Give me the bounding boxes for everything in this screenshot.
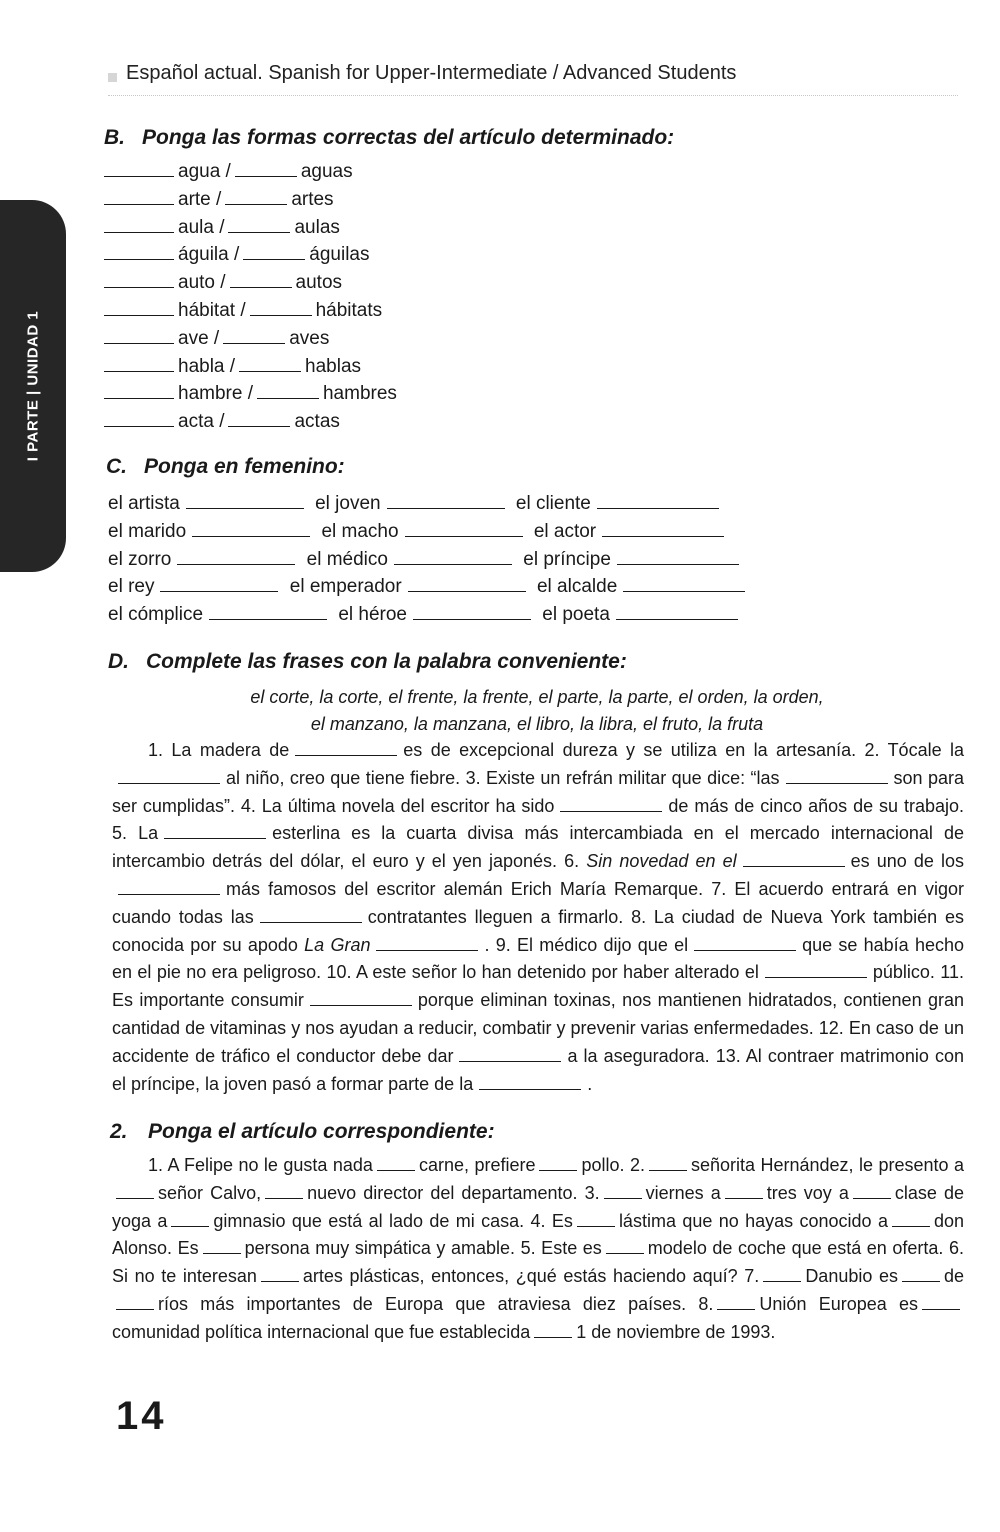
text-run: modelo de coche que está en oferta. 6. Si no te interesan (112, 1238, 965, 1287)
answer-blank[interactable] (387, 491, 505, 509)
list-item (104, 325, 524, 353)
answer-blank[interactable] (413, 602, 531, 620)
text-run: Unión Europea es (759, 1293, 918, 1314)
section-d-title: Complete las frases con la palabra conveniente: (146, 650, 627, 673)
text-run: persona muy simpática y amable. 5. Este es (244, 1238, 602, 1259)
answer-blank[interactable] (560, 795, 662, 812)
answer-blank[interactable] (116, 1182, 154, 1199)
masculine-noun: el alcalde (536, 576, 618, 598)
text-run: clase de yoga a (112, 1182, 964, 1231)
text-run: de más de cinco años de su trabajo. 5. La (112, 795, 964, 844)
word-bank-line: el manzano, la manzana, el libro, la libra, el fruto, la fruta (310, 714, 764, 734)
answer-blank[interactable] (602, 519, 724, 537)
text-run: lástima que no hayas conocido a (618, 1210, 888, 1231)
text-run: . (587, 1073, 593, 1094)
answer-blank[interactable] (228, 214, 290, 233)
answer-blank[interactable] (104, 297, 174, 316)
masculine-noun: el poeta (542, 604, 610, 626)
singular-noun: auto / (178, 272, 226, 294)
answer-blank[interactable] (295, 739, 397, 756)
answer-blank[interactable] (186, 491, 304, 509)
masculine-noun: el marido (108, 520, 187, 542)
answer-blank[interactable] (223, 325, 285, 344)
section-b-heading (104, 126, 674, 150)
answer-blank[interactable] (604, 1182, 642, 1199)
answer-blank[interactable] (922, 1293, 960, 1310)
answer-blank[interactable] (577, 1210, 615, 1227)
answer-blank[interactable] (225, 186, 287, 205)
text-run: don Alonso. Es (112, 1210, 964, 1259)
text-run: es de excepcional dureza y se utiliza en la artesanía. 2. Tócale la (403, 740, 964, 760)
table-row (108, 490, 788, 518)
section-2-heading (110, 1120, 495, 1144)
answer-blank[interactable] (617, 547, 739, 565)
plural-noun: hábitats (315, 299, 383, 321)
text-run: señor Calvo, (158, 1182, 262, 1203)
book-title-italic: Sin novedad en el (586, 851, 737, 872)
text-run: señorita Hernández, le presento a (691, 1155, 965, 1175)
text-run: 1. La madera de (148, 740, 290, 760)
text-run: que se había hecho en el pie no era peligroso. 10. A este señor lo han detenido por haber alterado el (112, 934, 964, 983)
answer-blank[interactable] (104, 408, 174, 427)
answer-blank[interactable] (265, 1182, 303, 1199)
answer-blank[interactable] (376, 934, 478, 951)
answer-blank[interactable] (104, 380, 174, 399)
word-bank (112, 684, 962, 738)
text-run: . 9. El médico dijo que el (484, 934, 689, 955)
answer-blank[interactable] (104, 158, 174, 177)
list-item (104, 353, 524, 381)
plural-noun: aguas (300, 161, 353, 182)
text-run: gimnasio que está al lado de mi casa. 4. Es (213, 1210, 573, 1231)
text-run: ríos más importantes de Europa que atraviesa diez países. 8. (158, 1293, 714, 1314)
answer-blank[interactable] (104, 186, 174, 205)
singular-noun: águila / (178, 244, 240, 266)
text-run: comunidad política internacional que fue establecida (112, 1321, 531, 1342)
text-run: a la aseguradora. 13. Al contraer matrimonio con el príncipe, la joven pasó a formar parte de la (112, 1045, 965, 1094)
answer-blank[interactable] (717, 1293, 755, 1310)
answer-blank[interactable] (160, 574, 278, 592)
answer-blank[interactable] (250, 297, 312, 316)
answer-blank[interactable] (394, 547, 512, 565)
answer-blank[interactable] (892, 1210, 930, 1227)
answer-blank[interactable] (261, 1265, 299, 1282)
answer-blank[interactable] (104, 269, 174, 288)
article-pair-list (104, 158, 524, 436)
text-run: contratantes lleguen a firmarlo. 8. La ciudad de Nueva York también es conocida por su apodo (112, 906, 964, 955)
masculine-noun: el príncipe (523, 548, 611, 570)
book-title: Español actual. Spanish for Upper-Intermediate / Advanced Students (126, 62, 737, 84)
text-run: más famosos del escritor alemán Erich María Remarque. 7. El acuerdo entrará en vigor cuando todas las (112, 878, 964, 927)
section-c-letter: C. (106, 455, 127, 478)
list-item (104, 297, 524, 325)
word-bank-line: el corte, la corte, el frente, la frente, el parte, la parte, el orden, la orden, (250, 687, 824, 707)
masculine-noun: el actor (533, 520, 597, 542)
singular-noun: arte / (178, 188, 222, 210)
masculine-noun: el cómplice (108, 604, 204, 626)
text-run: porque eliminan toxinas, nos mantienen hidratados, contienen gran cantidad de vitaminas y nos ayudan a reducir, combatir y prevenir varias enfermedades. 12. En caso de un accidente de tráfico el conductor debe dar (112, 990, 964, 1066)
text-run: es uno de los (850, 851, 964, 872)
text-run: esterlina es la cuarta divisa más intercambiada en el mercado internacional de intercambio detrás del dólar, el euro y el yen japonés. 6. (112, 823, 964, 872)
text-run: nuevo director del departamento. 3. (307, 1182, 600, 1203)
singular-noun: acta / (178, 411, 225, 433)
masculine-noun: el cliente (515, 493, 591, 514)
answer-blank[interactable] (116, 1293, 154, 1310)
table-row (108, 546, 788, 574)
text-run: tres voy a (766, 1182, 849, 1203)
text-run: artes plásticas, entonces, ¿qué estás haciendo aquí? 7. (302, 1266, 760, 1287)
plural-noun: autos (295, 272, 343, 294)
list-item (104, 158, 524, 186)
masculine-noun: el joven (315, 493, 381, 514)
singular-noun: hambre / (178, 383, 253, 405)
plural-noun: actas (294, 411, 340, 433)
plural-noun: artes (291, 188, 334, 210)
table-row (108, 601, 788, 629)
plural-noun: hablas (305, 355, 362, 377)
list-item (104, 214, 524, 242)
answer-blank[interactable] (177, 547, 295, 565)
section-d-exercise-text (112, 737, 964, 1098)
table-row (108, 518, 788, 546)
text-run: público. 11. Es importante consumir (112, 962, 964, 1011)
list-item (104, 241, 524, 269)
answer-blank[interactable] (260, 906, 362, 923)
answer-blank[interactable] (239, 353, 301, 372)
answer-blank[interactable] (405, 519, 523, 537)
answer-blank[interactable] (104, 214, 174, 233)
nickname-italic: La Gran (304, 934, 371, 955)
singular-noun: hábitat / (178, 299, 246, 321)
text-run: carne, prefiere (418, 1155, 536, 1175)
list-item (104, 269, 524, 297)
singular-noun: ave / (178, 327, 220, 349)
text-run: 1 de noviembre de 1993. (576, 1321, 776, 1342)
singular-noun: agua / (178, 161, 231, 182)
section-c-title: Ponga en femenino: (144, 455, 345, 478)
text-run: son para ser cumplidas”. 4. La última novela del escritor ha sido (112, 767, 964, 816)
answer-blank[interactable] (104, 241, 174, 260)
section-2-number: 2. (110, 1120, 128, 1143)
answer-blank[interactable] (104, 353, 174, 372)
masculine-noun: el zorro (108, 548, 172, 570)
answer-blank[interactable] (786, 767, 888, 784)
answer-blank[interactable] (616, 602, 738, 620)
singular-noun: aula / (178, 216, 225, 238)
answer-blank[interactable] (459, 1045, 561, 1062)
answer-blank[interactable] (209, 602, 327, 620)
answer-blank[interactable] (310, 989, 412, 1006)
answer-blank[interactable] (171, 1210, 209, 1227)
answer-blank[interactable] (539, 1154, 577, 1171)
text-run: pollo. 2. (581, 1155, 645, 1175)
singular-noun: habla / (178, 355, 236, 377)
plural-noun: águilas (309, 244, 370, 266)
plural-noun: aulas (294, 216, 340, 238)
answer-blank[interactable] (902, 1265, 940, 1282)
answer-blank[interactable] (104, 325, 174, 344)
answer-blank[interactable] (694, 934, 796, 951)
section-2-exercise-text (112, 1152, 964, 1347)
text-run: 1. A Felipe no le gusta nada (148, 1155, 373, 1175)
header-square-icon (108, 73, 117, 82)
answer-blank[interactable] (408, 574, 526, 592)
answer-blank[interactable] (597, 491, 719, 509)
answer-blank[interactable] (765, 961, 867, 978)
answer-blank[interactable] (479, 1073, 581, 1090)
answer-blank[interactable] (743, 850, 845, 867)
masculine-noun: el macho (321, 520, 399, 542)
answer-blank[interactable] (534, 1321, 572, 1338)
list-item (104, 380, 524, 408)
section-b-letter: B. (104, 126, 125, 149)
section-d-heading (108, 650, 627, 674)
answer-blank[interactable] (377, 1154, 415, 1171)
answer-blank[interactable] (243, 241, 305, 260)
answer-blank[interactable] (203, 1237, 241, 1254)
answer-blank[interactable] (164, 822, 266, 839)
list-item (104, 408, 524, 436)
list-item (104, 186, 524, 214)
page-number: 14 (116, 1394, 167, 1438)
masculine-noun: el médico (306, 548, 388, 570)
masculine-noun: el rey (108, 576, 155, 598)
answer-blank[interactable] (118, 878, 220, 895)
answer-blank[interactable] (230, 269, 292, 288)
masculine-noun: el artista (108, 493, 180, 514)
section-2-title: Ponga el artículo correspondiente: (148, 1120, 495, 1143)
table-row (108, 573, 788, 601)
section-c-heading (106, 455, 345, 479)
answer-blank[interactable] (725, 1182, 763, 1199)
unit-side-tab (0, 200, 66, 572)
answer-blank[interactable] (853, 1182, 891, 1199)
answer-blank[interactable] (763, 1265, 801, 1282)
masculine-noun: el héroe (338, 604, 407, 626)
answer-blank[interactable] (228, 408, 290, 427)
section-b-title: Ponga las formas correctas del artículo determinado: (142, 126, 675, 149)
answer-blank[interactable] (118, 767, 220, 784)
answer-blank[interactable] (192, 519, 310, 537)
plural-noun: aves (289, 327, 330, 349)
feminine-exercise-grid (108, 490, 788, 629)
text-run: de (943, 1266, 964, 1287)
text-run: viernes a (645, 1182, 721, 1203)
masculine-noun: el emperador (289, 576, 402, 598)
section-d-letter: D. (108, 650, 129, 673)
plural-noun: hambres (322, 383, 397, 405)
text-run: Danubio es (805, 1266, 898, 1287)
answer-blank[interactable] (623, 574, 745, 592)
running-header (108, 60, 958, 96)
answer-blank[interactable] (649, 1154, 687, 1171)
answer-blank[interactable] (257, 380, 319, 399)
answer-blank[interactable] (606, 1237, 644, 1254)
answer-blank[interactable] (235, 158, 297, 177)
unit-side-tab-label: I PARTE | UNIDAD 1 (24, 310, 42, 462)
text-run: al niño, creo que tiene fiebre. 3. Existe un refrán militar que dice: “las (226, 767, 780, 788)
